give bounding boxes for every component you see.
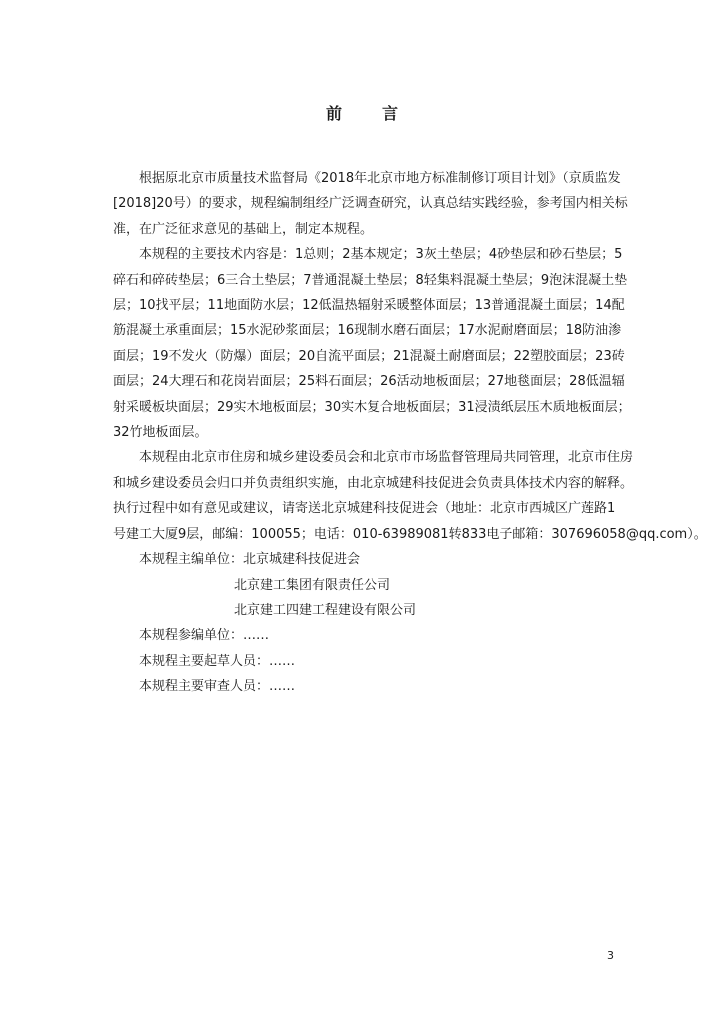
text-line: 碎石和碎砖垫层；6三合土垫层；7普通混凝土垫层；8轻集料混凝土垫层；9泡沫混凝土垫 [113,272,628,288]
text-line: 射采暖板块面层；29实木地板面层；30实木复合地板面层；31浸渍纸层压木质地板面层； [113,399,631,415]
main-drafters: 本规程主要起草人员：…… [139,653,296,669]
chief-editor-label: 本规程主编单位： [139,552,244,568]
text-line: 号建工大厦9层，邮编：100055；电话：010-63989081转833电子邮箱：307696058@qq.com）。 [113,526,707,542]
text-line: 筋混凝土承重面层；15水泥砂浆面层；16现制水磨石面层；17水泥耐磨面层；18防油渗 [113,323,622,339]
participating-units: 本规程参编单位：…… [139,628,270,644]
paragraph-technical-content [113,242,631,445]
text-line: 本规程由北京市住房和城乡建设委员会和北京市市场监督管理局共同管理，北京市住房 [139,450,634,466]
page-number: 3 [607,949,614,962]
text-line: 面层；24大理石和花岗岩面层；25料石面层；26活动地板面层；27地毯面层；28低温辐 [113,374,625,390]
chief-editor-unit: 北京建工四建工程建设有限公司 [234,602,417,618]
text-line: 准，在广泛征求意见的基础上，制定本规程。 [113,221,374,237]
text-line: 面层；19不发火（防爆）面层；20自流平面层；21混凝土耐磨面层；22塑胶面层；23砖 [113,348,625,364]
text-line: 根据原北京市质量技术监督局《2018年北京市地方标准制修订项目计划》（京质监发 [139,171,621,186]
main-reviewers: 本规程主要审查人员：…… [139,679,296,695]
paragraph-basis [113,166,628,242]
text-line: 执行过程中如有意见或建议，请寄送北京城建科技促进会（地址：北京市西城区广莲路1 [113,501,616,517]
foreword-body [113,166,707,700]
text-line: 和城乡建设委员会归口并负责组织实施，由北京城建科技促进会负责具体技术内容的解释。 [113,475,634,491]
page-title: 前言 [325,104,438,123]
chief-editor-unit: 北京建工集团有限责任公司 [234,577,391,593]
text-line: 32竹地板面层。 [113,425,208,441]
text-line: 本规程的主要技术内容是：1总则；2基本规定；3灰土垫层；4砂垫层和砂石垫层；5 [139,247,623,263]
text-line: [2018]20号）的要求，规程编制组经广泛调查研究，认真总结实践经验，参考国内相关标 [113,196,628,212]
chief-editor-unit: 北京城建科技促进会 [243,552,361,568]
chief-editor-units [113,547,611,623]
text-line: 层；10找平层；11地面防水层；12低温热辐射采暖整体面层；13普通混凝土面层；14配 [113,298,625,314]
paragraph-management [113,445,707,547]
